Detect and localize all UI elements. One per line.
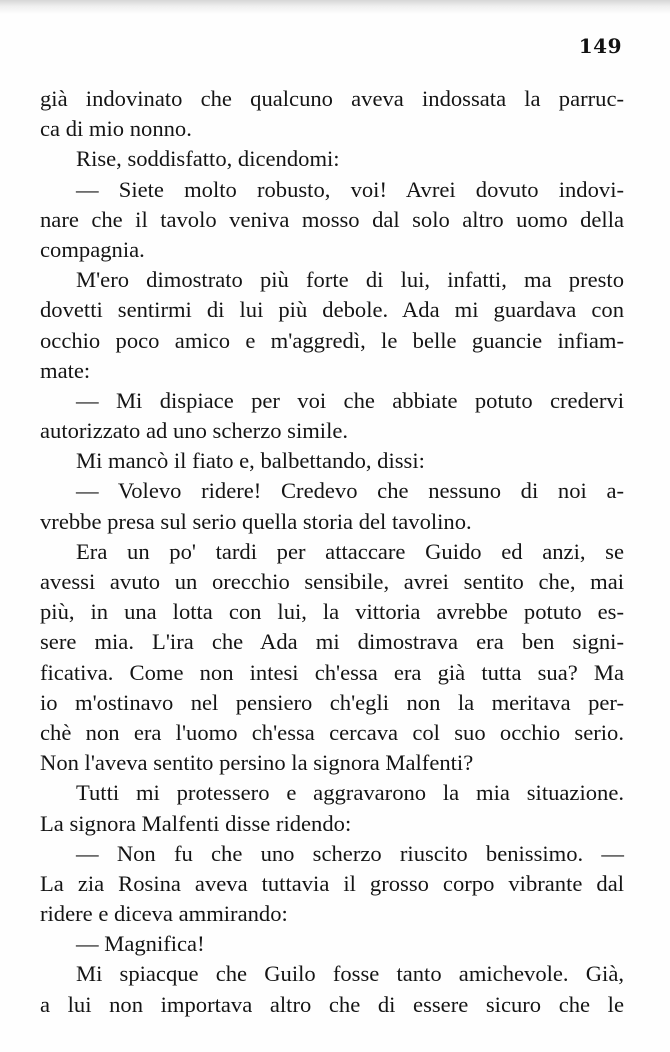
body-text: [40, 84, 624, 1020]
text-line: io m'ostinavo nel pensiero ch'egli non la meritava per-: [40, 689, 624, 715]
text-line: mate:: [40, 357, 91, 383]
text-line: avessi avuto un orecchio sensibile, avrei sentito che, mai: [40, 569, 624, 594]
text-line: ca di mio nonno.: [40, 116, 192, 142]
text-line: occhio poco amico e m'aggredì, le belle guancie infiam-: [40, 327, 624, 353]
text-line: compagnia.: [40, 236, 145, 262]
page-top-shadow: [0, 0, 670, 14]
text-line: — Magnifica!: [76, 931, 205, 957]
text-line: Mi spiacque che Guilo fosse tanto amichevole. Già,: [76, 961, 624, 987]
text-line: a lui non importava altro che di essere sicuro che le: [40, 991, 624, 1017]
text-line: sere mia. L'ira che Ada mi dimostrava era ben signi-: [40, 629, 624, 655]
text-line: Rise, soddisfatto, dicendomi:: [76, 146, 340, 172]
text-line: Mi mancò il fiato e, balbettando, dissi:: [76, 448, 425, 474]
page-number: 149: [578, 34, 622, 58]
text-line: vrebbe presa sul serio quella storia del tavolino.: [40, 508, 472, 534]
text-line: già indovinato che qualcuno aveva indossata la parruc-: [40, 86, 624, 111]
text-line: chè non era l'uomo ch'essa cercava col suo occhio serio.: [40, 719, 624, 745]
text-line: Non l'aveva sentito persino la signora Malfenti?: [40, 750, 474, 776]
text-line: La zia Rosina aveva tuttavia il grosso corpo vibrante dal: [40, 870, 624, 896]
text-line: — Non fu che uno scherzo riuscito benissimo. —: [76, 840, 624, 866]
text-line: Tutti mi protessero e aggravarono la mia situazione.: [76, 780, 624, 806]
text-line: — Mi dispiace per voi che abbiate potuto credervi: [76, 387, 624, 413]
text-line: più, in una lotta con lui, la vittoria avrebbe potuto es-: [40, 599, 624, 625]
text-line: — Siete molto robusto, voi! Avrei dovuto indovi-: [76, 176, 624, 202]
text-line: — Volevo ridere! Credevo che nessuno di noi a-: [76, 478, 624, 504]
text-line: La signora Malfenti disse ridendo:: [40, 810, 352, 836]
text-line: nare che il tavolo veniva mosso dal solo altro uomo della: [40, 206, 624, 232]
text-line: ridere e diceva ammirando:: [40, 901, 288, 927]
text-line: autorizzato ad uno scherzo simile.: [40, 418, 349, 444]
text-line: M'ero dimostrato più forte di lui, infatti, ma presto: [76, 267, 624, 293]
text-line: dovetti sentirmi di lui più debole. Ada mi guardava con: [40, 297, 624, 323]
text-line: Era un po' tardi per attaccare Guido ed anzi, se: [76, 538, 624, 564]
text-line: ficativa. Come non intesi ch'essa era già tutta sua? Ma: [40, 659, 624, 685]
